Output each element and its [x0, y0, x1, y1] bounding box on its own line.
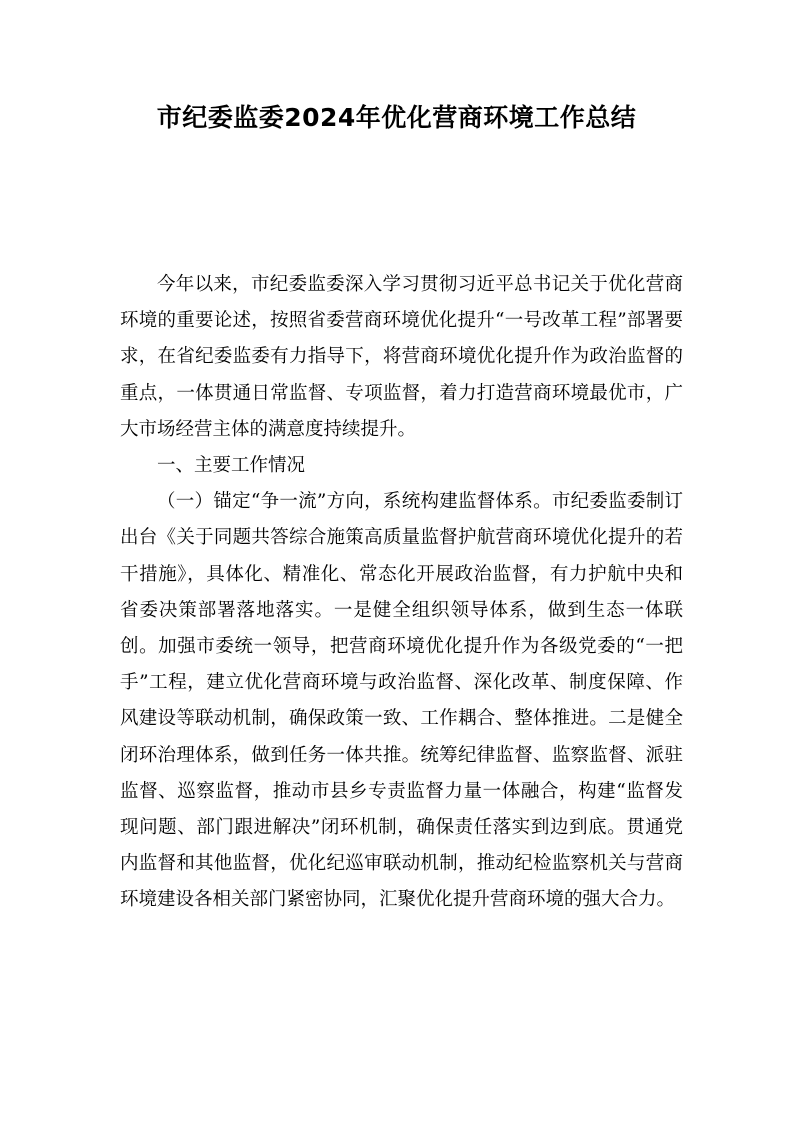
- document-body: [120, 267, 683, 919]
- section-heading: 一、主要工作情况: [157, 455, 306, 477]
- intro-paragraph: 今年以来，市纪委监委深入学习贯彻习近平总书记关于优化营商环境的重要论述，按照省委营商环境优化提升“一号改革工程”部署要求，在省纪委监委有力指导下，将营商环境优化提升作为政治监督的重点，一体贯通日常监督、专项监督，着力打造营商环境最优市，广大市场经营主体的满意度持续提升。: [120, 274, 683, 440]
- subsection-paragraph: （一）锚定“争一流”方向，系统构建监督体系。市纪委监委制订出台《关于同题共答综合施策高质量监督护航营商环境优化提升的若干措施》，具体化、精准化、常态化开展政治监督，有力护航中央和省委决策部署落地落实。一是健全组织领导体系，做到生态一体联创。加强市委统一领导，把营商环境优化提升作为各级党委的“一把手”工程，建立优化营商环境与政治监督、深化改革、制度保障、作风建设等联动机制，确保政策一致、工作耦合、整体推进。二是健全闭环治理体系，做到任务一体共推。统筹纪律监督、监察监督、派驻监督、巡察监督，推动市县乡专责监督力量一体融合，构建“监督发现问题、部门跟进解决”闭环机制，确保责任落实到边到底。贯通党内监督和其他监督，优化纪巡审联动机制，推动纪检监察机关与营商环境建设各相关部门紧密协同，汇聚优化提升营商环境的强大合力。: [120, 491, 683, 911]
- document-title: 市纪委监委2024年优化营商环境工作总结: [156, 103, 637, 132]
